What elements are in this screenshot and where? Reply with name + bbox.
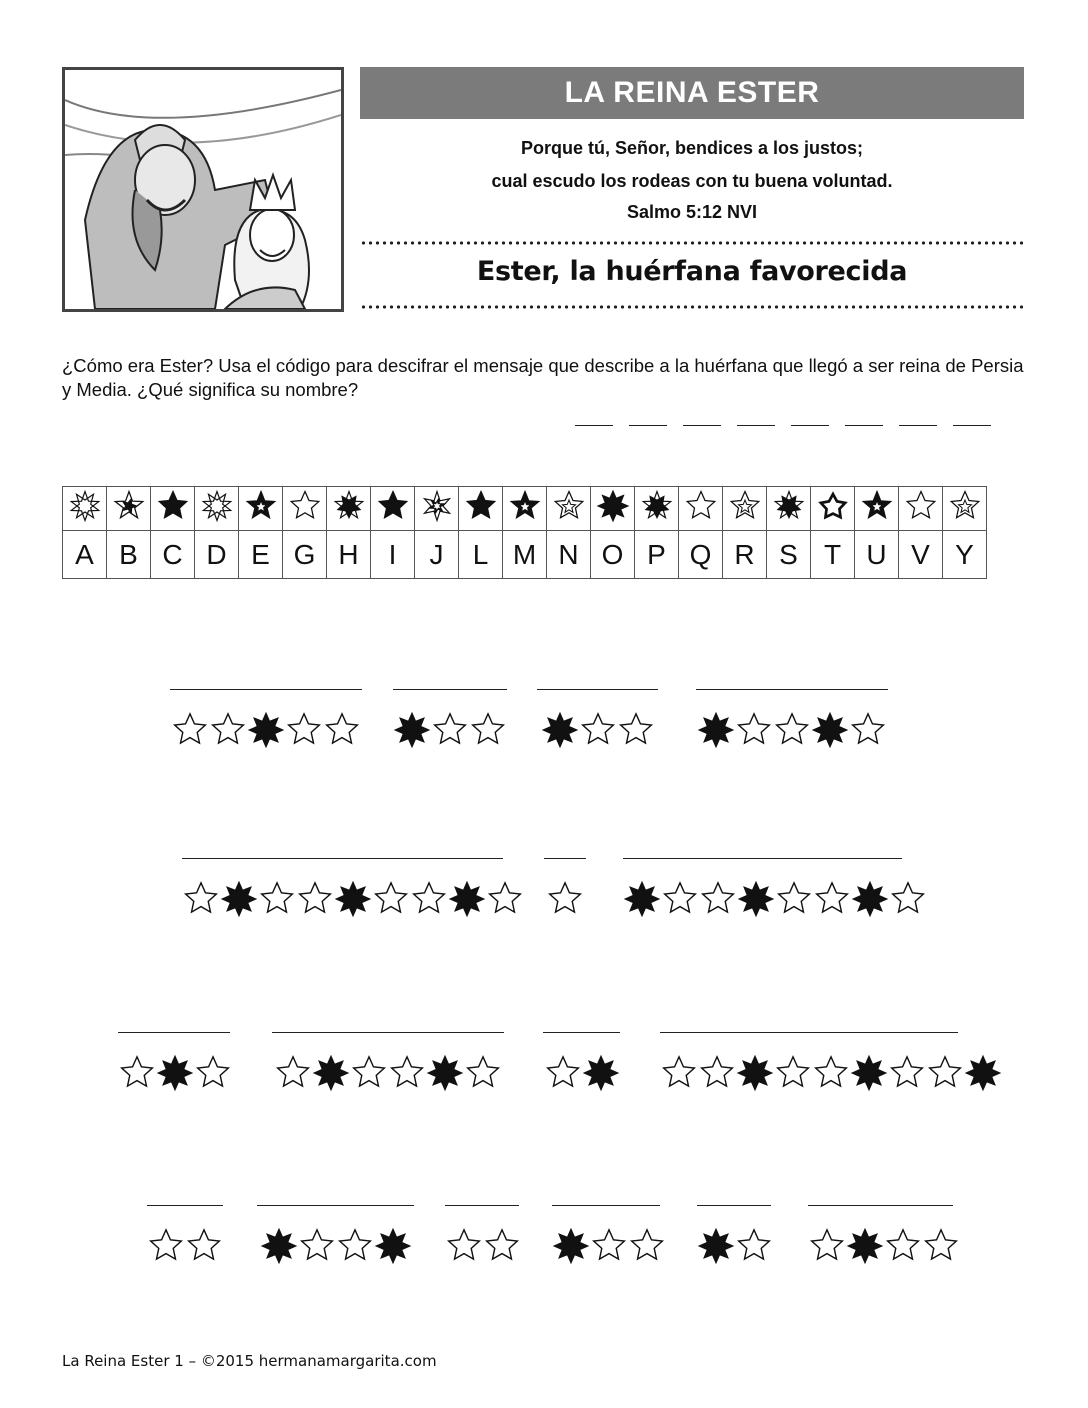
code-letter-cell: R: [723, 531, 767, 579]
solid-black-star-icon: [464, 489, 498, 523]
code-symbol-cell: [63, 487, 107, 531]
verse-line-2: cual escudo los rodeas con tu buena voluntad.: [491, 171, 893, 191]
solid-black-burst-star-icon: [334, 880, 372, 918]
code-letter-cell: B: [107, 531, 151, 579]
answer-line[interactable]: [257, 1205, 414, 1206]
outline-star-icon: [884, 1227, 922, 1265]
code-symbol-cell: [767, 487, 811, 531]
solid-black-burst-star-icon: [247, 711, 285, 749]
code-letter-cell: P: [635, 531, 679, 579]
encoded-symbols: [660, 1054, 1002, 1092]
verse-reference: Salmo 5:12 NVI: [626, 202, 758, 222]
solid-black-star-icon: [156, 489, 190, 523]
solid-black-burst-star-icon: [850, 1054, 888, 1092]
solid-black-burst-star-icon: [374, 1227, 412, 1265]
code-letter-cell: E: [239, 531, 283, 579]
code-symbol-cell: [151, 487, 195, 531]
outline-star-icon: [812, 1054, 850, 1092]
code-letter-cell: O: [591, 531, 635, 579]
outline-star-icon: [483, 1227, 521, 1265]
outline-star-icon: [774, 1054, 812, 1092]
code-letter-cell: S: [767, 531, 811, 579]
code-symbol-cell: [371, 487, 415, 531]
code-letter-cell: Q: [679, 531, 723, 579]
solid-black-burst-star-icon: [846, 1227, 884, 1265]
encoded-symbols: [544, 1054, 620, 1092]
answer-blank[interactable]: [737, 413, 775, 426]
outline-star-icon: [445, 1227, 483, 1265]
encoded-symbols: [623, 880, 927, 918]
code-letter-cell: J: [415, 531, 459, 579]
code-letter-cell: Y: [943, 531, 987, 579]
answer-blank[interactable]: [629, 413, 667, 426]
outline-star-icon: [258, 880, 296, 918]
outline-star-icon: [469, 711, 507, 749]
outline-star-icon: [350, 1054, 388, 1092]
code-symbol-cell: [547, 487, 591, 531]
outline-star-icon: [579, 711, 617, 749]
thick-outline-star-icon: [816, 489, 850, 523]
encoded-symbols: [260, 1227, 412, 1265]
answer-line[interactable]: [544, 858, 586, 859]
solid-black-burst-star-icon: [156, 1054, 194, 1092]
answer-line[interactable]: [696, 689, 888, 690]
encoded-symbols: [445, 1227, 521, 1265]
outline-star-icon: [617, 711, 655, 749]
solid-black-burst-star-icon: [623, 880, 661, 918]
solid-black-burst-star-icon: [312, 1054, 350, 1092]
answer-line[interactable]: [623, 858, 902, 859]
lesson-subtitle: Ester, la huérfana favorecida: [476, 256, 908, 287]
code-symbol-cell: [239, 487, 283, 531]
answer-blank[interactable]: [845, 413, 883, 426]
king-crowning-queen-illustration: [62, 67, 344, 312]
outline-star-icon: [410, 880, 448, 918]
worksheet-title: LA REINA ESTER: [360, 67, 1024, 119]
black-star-outline-overlay-icon: [332, 489, 366, 523]
outline-star-icon: [182, 880, 220, 918]
answer-line[interactable]: [537, 689, 658, 690]
solid-black-star-icon: [376, 489, 410, 523]
star-in-star-icon: [948, 489, 982, 523]
answer-blank[interactable]: [791, 413, 829, 426]
encoded-symbols: [552, 1227, 666, 1265]
outline-star-icon: [590, 1227, 628, 1265]
answer-line[interactable]: [272, 1032, 504, 1033]
solid-black-burst-star-icon: [596, 489, 630, 523]
code-symbol-cell: [195, 487, 239, 531]
outline-star-icon: [147, 1227, 185, 1265]
encoded-symbols: [182, 880, 524, 918]
code-symbol-cell: [679, 487, 723, 531]
outline-star-icon: [735, 711, 773, 749]
solid-black-burst-star-icon: [736, 1054, 774, 1092]
solid-black-burst-star-icon: [697, 1227, 735, 1265]
code-symbol-cell: [635, 487, 679, 531]
outline-star-icon: [808, 1227, 846, 1265]
solid-black-burst-star-icon: [697, 711, 735, 749]
encoded-symbols: [118, 1054, 232, 1092]
star-in-star-icon: [728, 489, 762, 523]
outline-star-icon: [849, 711, 887, 749]
black-star-white-center-icon: [244, 489, 278, 523]
code-symbol-cell: [723, 487, 767, 531]
outline-star-icon: [171, 711, 209, 749]
encoded-symbols: [274, 1054, 502, 1092]
outline-star-icon: [546, 880, 584, 918]
dotted-divider-bottom: [360, 305, 1024, 309]
patterned-star-icon: [420, 489, 454, 523]
black-star-white-center-icon: [508, 489, 542, 523]
code-symbol-cell: [459, 487, 503, 531]
solid-black-burst-star-icon: [220, 880, 258, 918]
outline-star-icon: [288, 489, 322, 523]
answer-blank[interactable]: [683, 413, 721, 426]
outline-star-icon: [684, 489, 718, 523]
answer-line[interactable]: [445, 1205, 519, 1206]
answer-line[interactable]: [147, 1205, 223, 1206]
code-symbol-cell: [327, 487, 371, 531]
outline-star-icon: [699, 880, 737, 918]
instructions-text: ¿Cómo era Ester? Usa el código para descifrar el mensaje que describe a la huérfana que llegó a ser reina de Persia y Media. ¿Qué significa su nombre?: [62, 355, 1024, 400]
code-symbol-cell: [503, 487, 547, 531]
code-symbol-cell: [415, 487, 459, 531]
solid-black-burst-star-icon: [964, 1054, 1002, 1092]
answer-line[interactable]: [170, 689, 362, 690]
answer-line[interactable]: [543, 1032, 620, 1033]
black-star-outline-overlay-icon: [772, 489, 806, 523]
outline-star-icon: [372, 880, 410, 918]
code-symbol-cell: [107, 487, 151, 531]
outline-star-icon: [285, 711, 323, 749]
outline-star-icon: [296, 880, 334, 918]
code-symbol-cell: [943, 487, 987, 531]
answer-line[interactable]: [393, 689, 507, 690]
solid-black-burst-star-icon: [541, 711, 579, 749]
answer-line[interactable]: [552, 1205, 660, 1206]
outline-star-icon: [185, 1227, 223, 1265]
outline-star-icon: [888, 1054, 926, 1092]
answer-line[interactable]: [118, 1032, 230, 1033]
answer-line[interactable]: [808, 1205, 953, 1206]
code-symbol-cell: [283, 487, 327, 531]
outline-star-icon: [889, 880, 927, 918]
outline-star-icon: [486, 880, 524, 918]
code-letter-cell: D: [195, 531, 239, 579]
outline-star-icon: [698, 1054, 736, 1092]
encoded-symbols: [147, 1227, 223, 1265]
outline-star-icon: [336, 1227, 374, 1265]
code-letter-cell: C: [151, 531, 195, 579]
encoded-symbols: [393, 711, 507, 749]
encoded-symbols: [697, 1227, 773, 1265]
code-symbol-cell: [591, 487, 635, 531]
name-meaning-blanks: [575, 413, 991, 426]
outline-star-icon: [926, 1054, 964, 1092]
outline-star-icon: [274, 1054, 312, 1092]
black-star-white-center-icon: [860, 489, 894, 523]
outline-star-icon: [298, 1227, 336, 1265]
solid-black-burst-star-icon: [811, 711, 849, 749]
solid-black-burst-star-icon: [851, 880, 889, 918]
outline-star-icon: [194, 1054, 232, 1092]
outline-star-icon: [922, 1227, 960, 1265]
code-letter-cell: I: [371, 531, 415, 579]
code-letter-cell: U: [855, 531, 899, 579]
encoded-symbols: [541, 711, 655, 749]
code-letter-cell: V: [899, 531, 943, 579]
outline-star-icon: [628, 1227, 666, 1265]
double-outline-star-icon: [68, 489, 102, 523]
answer-blank[interactable]: [575, 413, 613, 426]
solid-black-burst-star-icon: [393, 711, 431, 749]
footer-credit: La Reina Ester 1 – ©2015 hermanamargarita.com: [62, 1352, 437, 1370]
cipher-code-table: [62, 486, 987, 579]
code-symbol-cell: [855, 487, 899, 531]
answer-line[interactable]: [182, 858, 503, 859]
solid-black-burst-star-icon: [426, 1054, 464, 1092]
outline-star-icon: [118, 1054, 156, 1092]
solid-black-burst-star-icon: [448, 880, 486, 918]
solid-black-burst-star-icon: [552, 1227, 590, 1265]
code-letter-cell: H: [327, 531, 371, 579]
outline-star-icon: [464, 1054, 502, 1092]
code-symbol-cell: [899, 487, 943, 531]
code-letter-cell: A: [63, 531, 107, 579]
outline-star-icon: [735, 1227, 773, 1265]
outline-star-icon: [813, 880, 851, 918]
code-letter-cell: N: [547, 531, 591, 579]
solid-black-burst-star-icon: [737, 880, 775, 918]
encoded-symbols: [808, 1227, 960, 1265]
outline-star-icon: [209, 711, 247, 749]
answer-blank[interactable]: [953, 413, 991, 426]
outline-star-icon: [775, 880, 813, 918]
double-outline-star-icon: [200, 489, 234, 523]
verse-line-1: Porque tú, Señor, bendices a los justos;: [520, 138, 864, 158]
outline-star-icon: [544, 1054, 582, 1092]
code-letter-cell: L: [459, 531, 503, 579]
solid-black-burst-star-icon: [582, 1054, 620, 1092]
code-symbol-cell: [811, 487, 855, 531]
code-letter-cell: G: [283, 531, 327, 579]
star-in-star-icon: [552, 489, 586, 523]
solid-black-burst-star-icon: [260, 1227, 298, 1265]
outline-star-icon: [661, 880, 699, 918]
black-star-outline-overlay-icon: [640, 489, 674, 523]
outline-star-black-center-icon: [112, 489, 146, 523]
outline-star-icon: [904, 489, 938, 523]
outline-star-icon: [773, 711, 811, 749]
outline-star-icon: [388, 1054, 426, 1092]
answer-line[interactable]: [660, 1032, 958, 1033]
outline-star-icon: [323, 711, 361, 749]
encoded-symbols: [171, 711, 361, 749]
dotted-divider-top: [360, 241, 1024, 245]
outline-star-icon: [431, 711, 469, 749]
code-letter-cell: T: [811, 531, 855, 579]
answer-blank[interactable]: [899, 413, 937, 426]
answer-line[interactable]: [697, 1205, 771, 1206]
code-letter-cell: M: [503, 531, 547, 579]
outline-star-icon: [660, 1054, 698, 1092]
encoded-symbols: [546, 880, 584, 918]
encoded-symbols: [697, 711, 887, 749]
